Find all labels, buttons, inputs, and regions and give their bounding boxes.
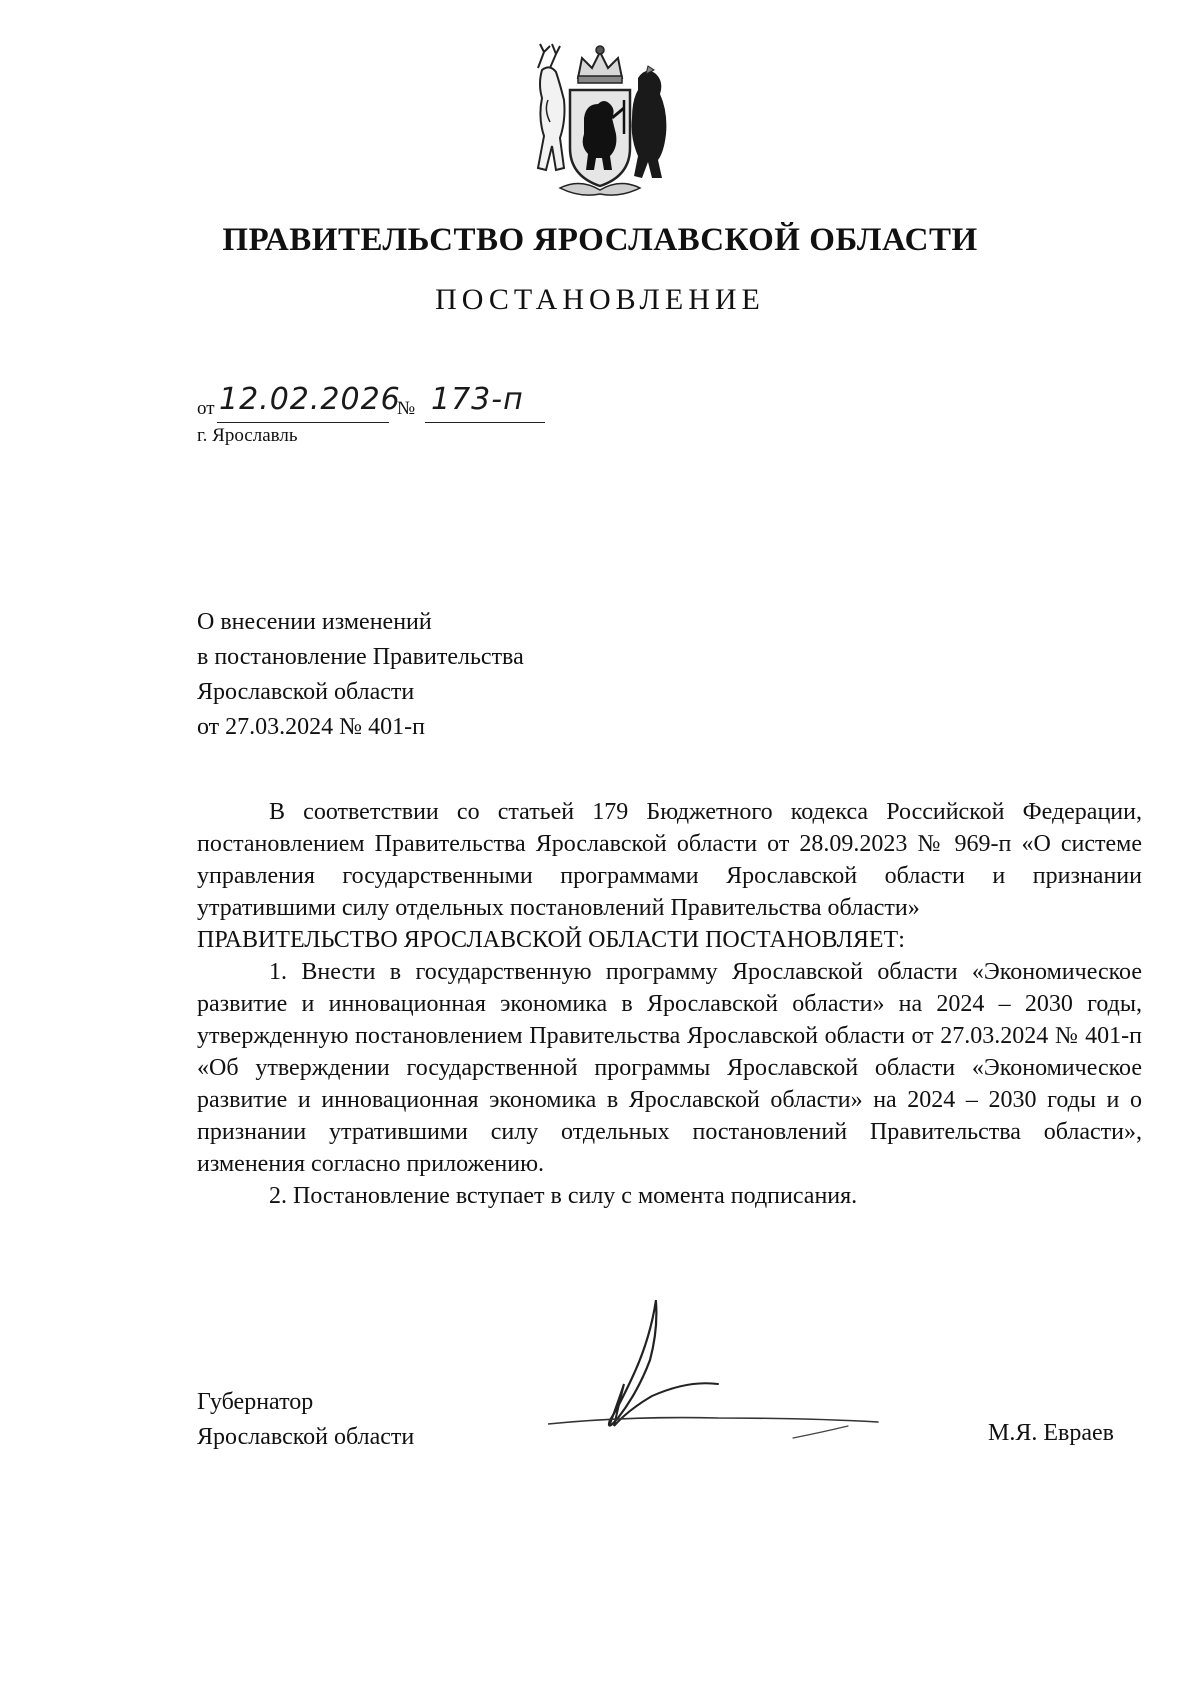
subject-line: от 27.03.2024 № 401-п (197, 714, 425, 740)
signatory-title-line: Ярославской области (197, 1424, 415, 1450)
preamble-paragraph: В соответствии со статьей 179 Бюджетного кодекса Российской Федерации, постановлением Правительства Ярославской области от 28.09.2023 № 969-п «О системе управления государственными программами Ярославской области и признании утратившими силу отдельных постановлений Правительства области» (197, 799, 1142, 921)
document-body (197, 796, 1142, 1212)
number-value: 173-п (431, 382, 524, 417)
decree-line: ПРАВИТЕЛЬСТВО ЯРОСЛАВСКОЙ ОБЛАСТИ ПОСТАНОВЛЯЕТ: (197, 927, 905, 953)
date-underline (217, 422, 389, 423)
signatory-title-line: Губернатор (197, 1389, 314, 1415)
number-label: № (397, 398, 416, 419)
document-type: ПОСТАНОВЛЕНИЕ (435, 283, 765, 316)
subject-line: в постановление Правительства (197, 644, 524, 670)
coat-of-arms-icon (520, 38, 680, 203)
signatory-title (197, 1385, 414, 1455)
date-value: 12.02.2026 (219, 382, 401, 417)
item-1-paragraph: 1. Внести в государственную программу Ярославской области «Экономическое развитие и инновационная экономика в Ярославской области» на 2024 – 2030 годы, утвержденную постановлением Правительства Ярославской области от 27.03.2024 № 401-п «Об утверждении государственной программы Ярославской области «Экономическое развитие и инновационная экономика в Ярославской области» на 2024 – 2030 годы и о признании утратившими силу отдельных постановлений Правительства области», изменения согласно приложению. (197, 959, 1142, 1177)
signatory-name: М.Я. Евраев (988, 1420, 1114, 1446)
organization-title: ПРАВИТЕЛЬСТВО ЯРОСЛАВСКОЙ ОБЛАСТИ (222, 222, 978, 258)
registration-line (197, 382, 577, 422)
item-2-paragraph: 2. Постановление вступает в силу с момента подписания. (269, 1183, 858, 1209)
number-underline (425, 422, 545, 423)
subject-line: Ярославской области (197, 679, 415, 705)
city-label: г. Ярославль (197, 425, 298, 446)
subject-line: О внесении изменений (197, 609, 432, 635)
handwritten-signature-icon (548, 1300, 918, 1470)
date-label: от (197, 398, 215, 419)
document-subject (197, 605, 717, 745)
